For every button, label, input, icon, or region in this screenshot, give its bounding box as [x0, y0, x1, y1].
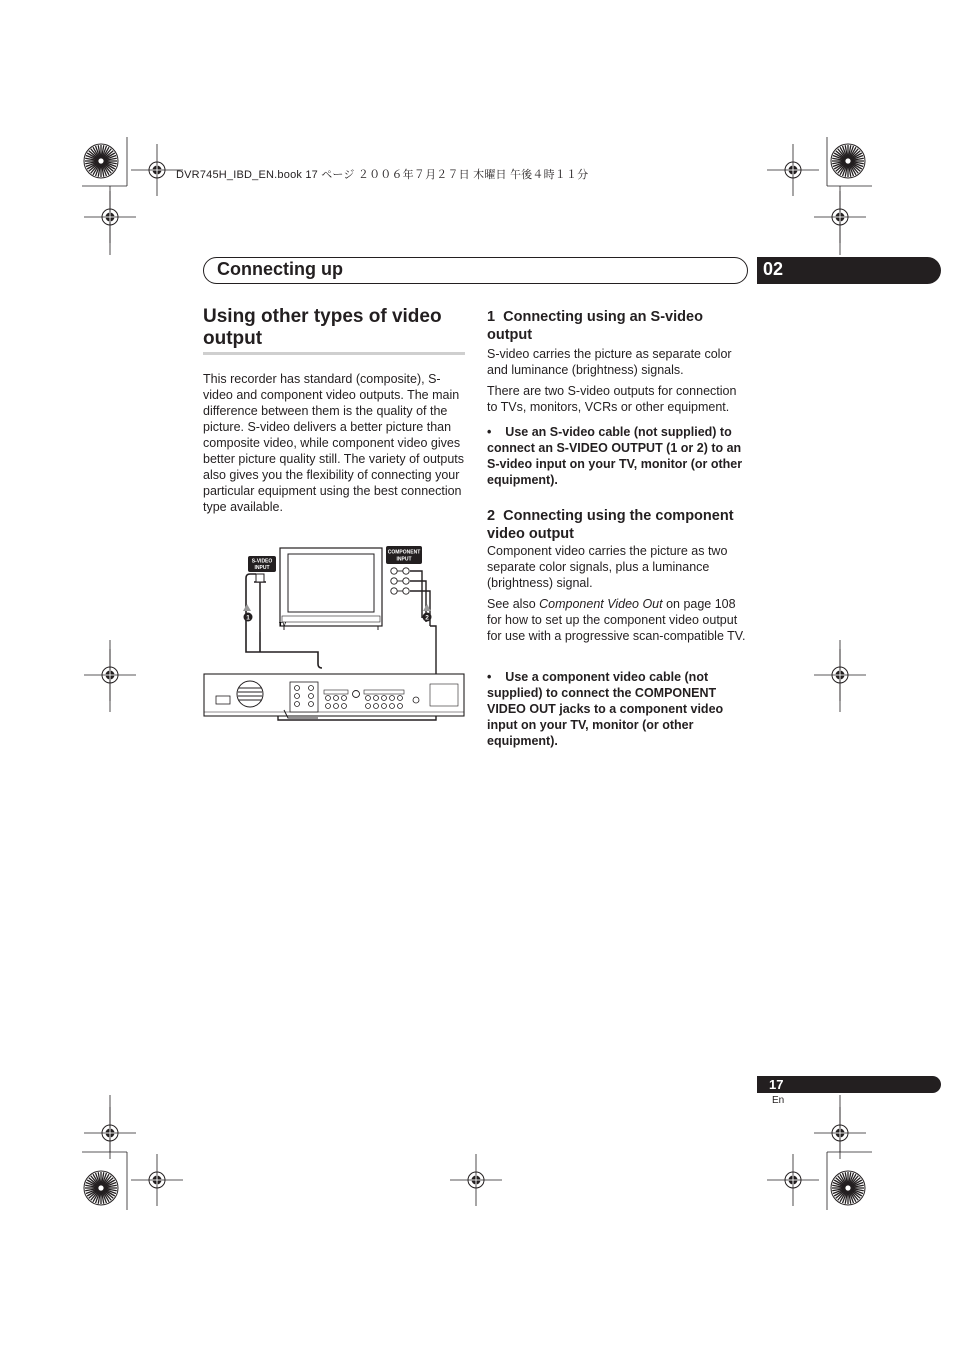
page-language: En — [772, 1095, 785, 1106]
page-number: 17 — [769, 1077, 784, 1092]
starburst-top-right — [831, 144, 865, 178]
svideo-bullet — [487, 424, 749, 488]
component-jacks — [391, 568, 409, 594]
tv-illustration — [280, 548, 382, 630]
section-rule — [203, 352, 465, 355]
target-mark — [84, 191, 136, 243]
component-heading-number: 2 — [487, 508, 496, 524]
svideo-heading-text: Connecting using an S-video output — [487, 309, 703, 343]
target-mark — [814, 649, 866, 701]
component-p2-post: on page 108 for how to set up the component video output for use with a progressive scan-compatible TV. — [487, 597, 746, 643]
tv-label: TV — [279, 622, 287, 628]
target-mark — [84, 649, 136, 701]
svideo-label-line1: S-VIDEO — [251, 558, 273, 565]
component-heading — [487, 507, 749, 543]
file-info: DVR745H_IBD_EN.book 17 ページ ２００６年７月２７日 木曜日 午後４時１１分 — [176, 169, 589, 181]
target-mark — [131, 1154, 183, 1206]
component-bullet — [487, 669, 749, 749]
component-bullet-text: Use a component video cable (not supplied) to connect the COMPONENT VIDEO OUT jacks to a component video input on your TV, monitor (or other equipment). — [487, 670, 724, 748]
starburst-bottom-right — [831, 1171, 865, 1205]
svideo-bullet-mark: • — [487, 425, 492, 439]
marker-2-label: 2 — [425, 614, 429, 622]
target-mark — [767, 1154, 819, 1206]
page-number-box — [757, 1076, 941, 1093]
component-paragraph-2 — [487, 596, 749, 644]
marker-1-label: 1 — [246, 614, 250, 622]
intro-paragraph: This recorder has standard (composite), S-video and component video outputs. The main difference between them is the quality of the picture. S-video delivers a better picture than composite video, while component video gives better picture quality still. The variety of outputs also gives you the flexibility of connecting your particular equipment using the best connection type available. — [203, 372, 465, 514]
section-title: Using other types of video output — [203, 306, 442, 349]
chapter-title: Connecting up — [217, 259, 343, 279]
recorder-rear-panel — [204, 674, 464, 718]
connection-diagram — [200, 540, 470, 725]
starburst-bottom-left — [84, 1171, 118, 1205]
svideo-paragraph-1: S-video carries the picture as separate color and luminance (brightness) signals. — [487, 347, 732, 377]
component-label-line2: INPUT — [396, 556, 412, 563]
svideo-heading — [487, 308, 749, 344]
component-video-out-ref: Component Video Out — [539, 597, 663, 611]
target-mark — [767, 144, 819, 196]
starburst-top-left — [84, 144, 118, 178]
component-bullet-mark: • — [487, 670, 492, 684]
target-mark — [84, 1107, 136, 1159]
target-mark — [450, 1154, 502, 1206]
chapter-number-box — [757, 257, 941, 284]
svideo-heading-number: 1 — [487, 309, 496, 325]
target-mark — [814, 1107, 866, 1159]
target-mark — [814, 191, 866, 243]
svideo-bullet-text: Use an S-video cable (not supplied) to connect an S-VIDEO OUTPUT (1 or 2) to an S-video input on your TV, monitor (or other equipment). — [487, 425, 743, 487]
svideo-paragraph-2: There are two S-video outputs for connection to TVs, monitors, VCRs or other equipment. — [487, 384, 737, 414]
component-p2-pre: See also — [487, 597, 540, 611]
component-heading-text: Connecting using the component video output — [487, 508, 734, 542]
component-paragraph-1: Component video carries the picture as two separate color signals, plus a luminance (brightness) signal. — [487, 544, 728, 590]
svideo-label-line2: INPUT — [254, 565, 270, 571]
chapter-number: 02 — [763, 259, 784, 279]
component-label-line1: COMPONENT — [387, 549, 421, 556]
